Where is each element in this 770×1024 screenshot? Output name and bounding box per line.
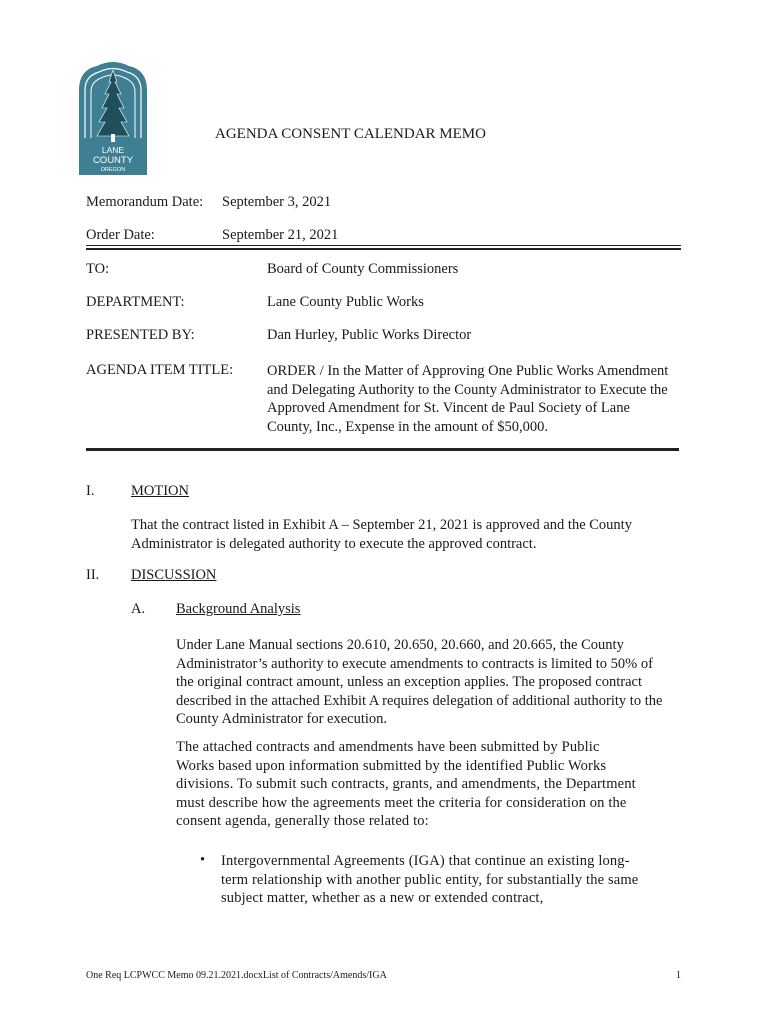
footer-filename: One Req LCPWCC Memo 09.21.2021.docxList of Contracts/Amends/IGA (86, 970, 387, 981)
background-paragraph-1 (176, 636, 662, 729)
to-label: TO: (86, 261, 110, 277)
presented-by-value: Dan Hurley, Public Works Director (267, 327, 472, 343)
memo-title: AGENDA CONSENT CALENDAR MEMO (215, 126, 486, 142)
paragraph-line: Administrator’s authority to execute amendments to contracts is limited to 50% of (176, 655, 653, 672)
section-rule (86, 448, 679, 451)
agenda-item-line: County, Inc., Expense in the amount of $50,000. (267, 418, 548, 435)
section-2-heading: DISCUSSION (131, 567, 217, 583)
agenda-item-line: Approved Amendment for St. Vincent de Paul Society of Lane (267, 400, 630, 416)
bullet-line: term relationship with another public entity, for substantially the same (221, 871, 639, 888)
header-rule (86, 245, 681, 250)
paragraph-line: described in the attached Exhibit A requires delegation of additional authority to the (176, 692, 663, 709)
tree-logo-icon (77, 60, 149, 175)
agenda-item-line: ORDER / In the Matter of Approving One Public Works Amendment (267, 363, 669, 379)
department-label: DEPARTMENT: (86, 294, 185, 310)
subsection-a-number: A. (131, 601, 146, 617)
svg-text:LANE: LANE (101, 145, 125, 155)
memo-date-value: September 3, 2021 (222, 194, 332, 210)
department-value: Lane County Public Works (267, 294, 424, 310)
paragraph-line: The attached contracts and amendments have been submitted by Public (176, 739, 600, 755)
paragraph-line: the original contract amount, unless an exception applies. The proposed contract (176, 674, 643, 690)
section-1-number: I. (86, 483, 95, 499)
bullet-icon: • (200, 852, 206, 868)
agenda-item-label: AGENDA ITEM TITLE: (86, 362, 234, 378)
page-number: 1 (676, 970, 681, 981)
bullet-item (221, 852, 638, 908)
presented-by-label: PRESENTED BY: (86, 327, 195, 343)
order-date-value: September 21, 2021 (222, 227, 339, 243)
paragraph-line: divisions. To submit such contracts, grants, and amendments, the Department (176, 776, 636, 792)
subsection-a-heading: Background Analysis (176, 601, 301, 617)
motion-line: That the contract listed in Exhibit A – September 21, 2021 is approved and the County (131, 517, 632, 533)
background-paragraph-2 (176, 738, 636, 831)
paragraph-line: County Administrator for execution. (176, 711, 388, 727)
motion-paragraph (131, 516, 632, 553)
agenda-item-value (267, 362, 697, 436)
section-2-number: II. (86, 567, 100, 583)
bullet-line: subject matter, whether as a new or extended contract, (221, 890, 544, 906)
paragraph-line: Works based upon information submitted by the identified Public Works (176, 757, 607, 774)
paragraph-line: Under Lane Manual sections 20.610, 20.650, 20.660, and 20.665, the County (176, 637, 624, 653)
svg-text:OREGON: OREGON (100, 167, 126, 173)
memo-date-label: Memorandum Date: (86, 194, 204, 210)
bullet-line: Intergovernmental Agreements (IGA) that continue an existing long- (221, 853, 630, 869)
svg-text:COUNTY: COUNTY (92, 155, 134, 166)
agenda-item-line: and Delegating Authority to the County Administrator to Execute the (267, 381, 668, 398)
motion-line: Administrator is delegated authority to execute the approved contract. (131, 535, 537, 552)
order-date-label: Order Date: (86, 227, 155, 243)
to-value: Board of County Commissioners (267, 261, 459, 277)
lane-county-logo (77, 60, 149, 175)
section-1-heading: MOTION (131, 483, 189, 499)
paragraph-line: consent agenda, generally those related to: (176, 813, 429, 829)
paragraph-line: must describe how the agreements meet the criteria for consideration on the (176, 794, 627, 811)
